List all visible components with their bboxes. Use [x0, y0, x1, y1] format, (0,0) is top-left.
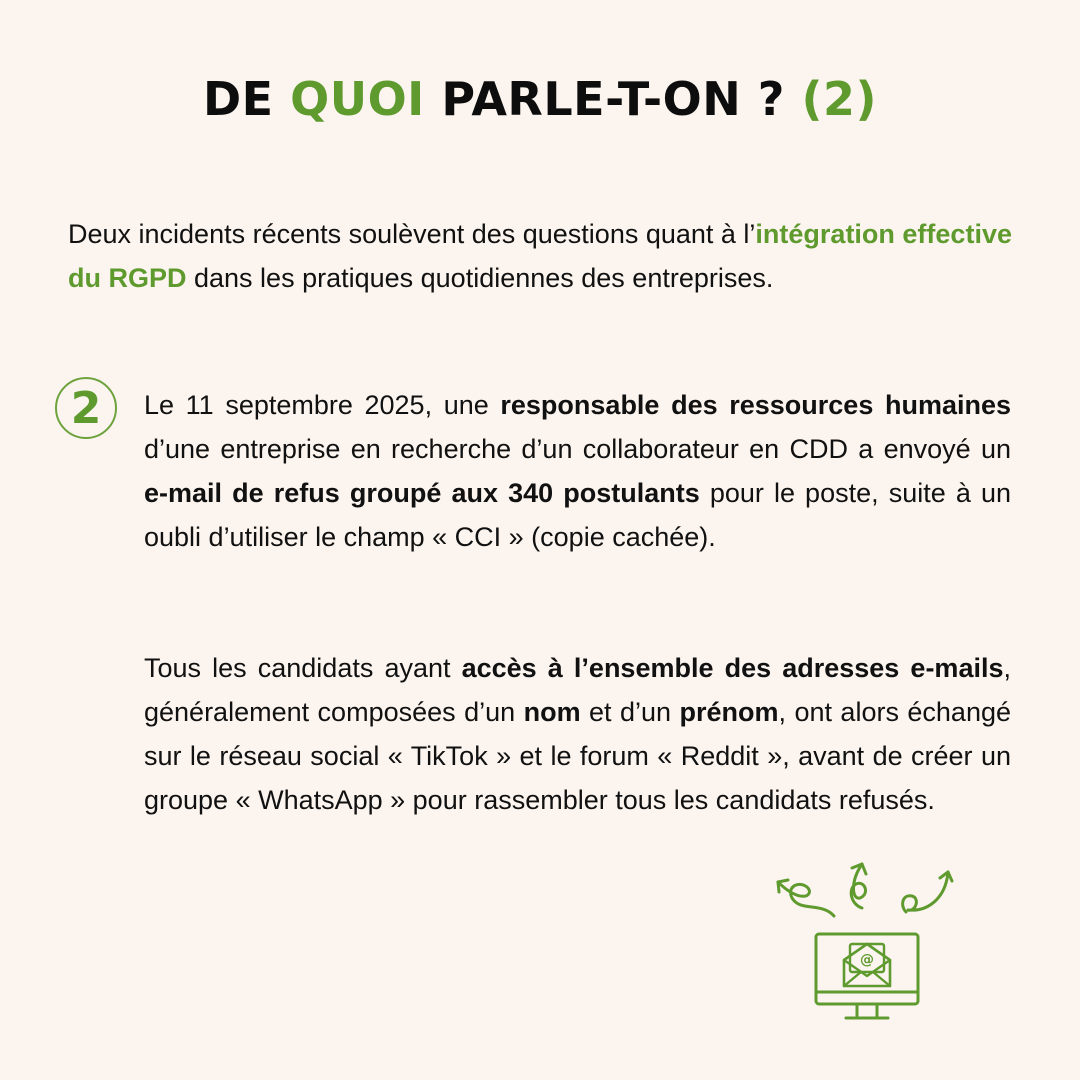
title-number: (2)	[801, 72, 877, 126]
incident-paragraph-1	[144, 383, 1011, 559]
p1-bold-1: responsable des ressources humaines	[500, 390, 1011, 420]
title-part-2: PARLE-T-ON ?	[424, 72, 802, 126]
curly-arrow-left-icon	[778, 882, 834, 916]
p1-text-1: Le 11 septembre 2025, une	[144, 390, 501, 420]
at-sign-icon: @	[860, 952, 874, 968]
intro-text-end: dans les pratiques quotidiennes des entreprises.	[186, 263, 774, 293]
p2-bold-2: nom	[523, 697, 581, 727]
p2-text-3: et d’un	[580, 697, 680, 727]
intro-text: Deux incidents récents soulèvent des questions quant à l’	[68, 219, 756, 249]
intro-paragraph	[68, 212, 1013, 300]
p1-text-2: d’une entreprise en recherche d’un collaborateur en CDD a envoyé un	[144, 434, 1011, 464]
p2-text-4: , ont alors échangé sur le réseau social « TikTok » et le forum « Reddit », avant de créer un groupe « WhatsApp » pour rassembler tous les candidats refusés.	[144, 697, 1011, 815]
intro-highlight: intégration effective du RGPD	[68, 219, 1012, 293]
title-part-1: DE	[203, 72, 291, 126]
title-accent: QUOI	[290, 72, 425, 126]
computer-email-icon	[770, 858, 960, 1028]
p2-text-2: , généralement composées d’un	[144, 653, 1011, 727]
step-number-badge: 2	[55, 377, 117, 439]
page-title	[0, 72, 1080, 126]
p2-bold-3: prénom	[679, 697, 779, 727]
p1-text-3: pour le poste, suite à un oubli d’utiliser le champ « CCI » (copie cachée).	[144, 478, 1011, 552]
p2-text-1: Tous les candidats ayant	[144, 653, 462, 683]
p2-bold-1: accès à l’ensemble des adresses e-mails	[461, 653, 1004, 683]
p1-bold-2: e-mail de refus groupé aux 340 postulants	[144, 478, 700, 508]
incident-paragraph-2	[144, 646, 1011, 822]
